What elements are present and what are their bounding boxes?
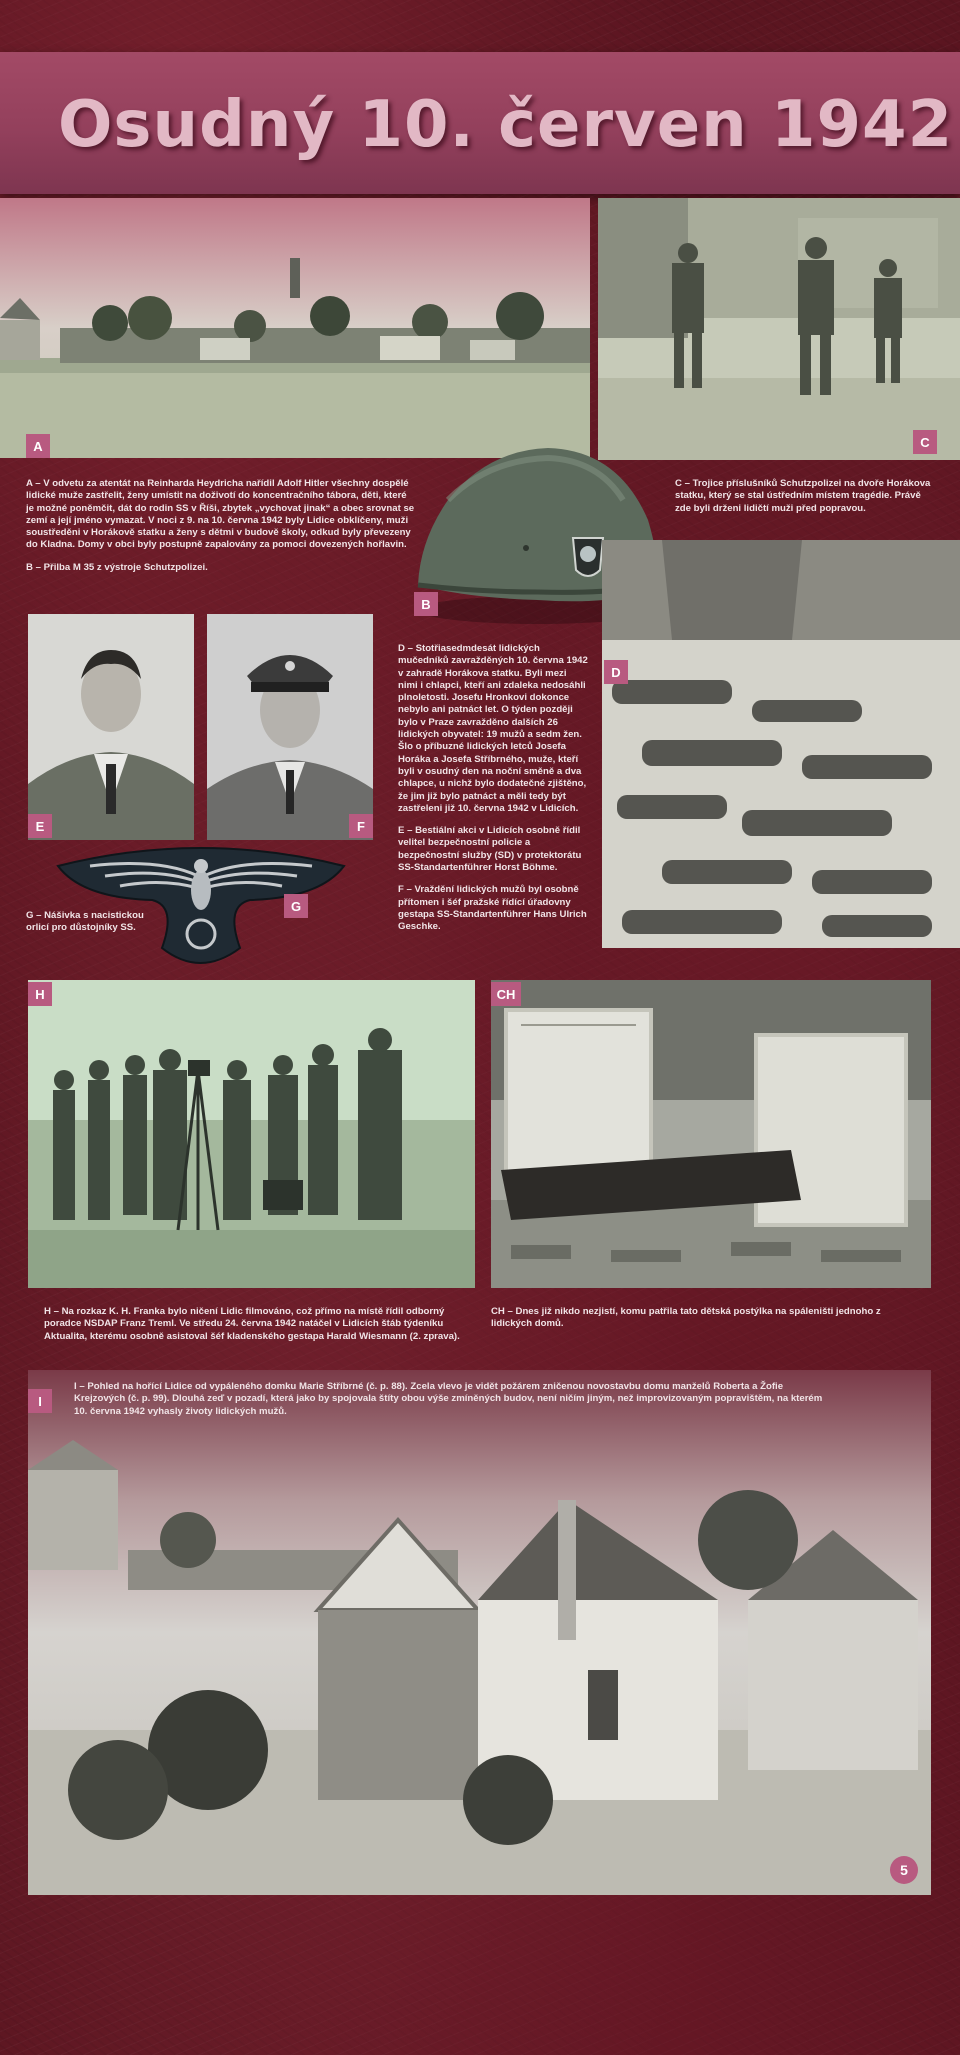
label-f: F bbox=[349, 814, 373, 838]
photo-a-village bbox=[0, 198, 590, 458]
caption-block-a-b bbox=[26, 478, 416, 584]
caption-g: G – Nášivka s nacistickou orlicí pro důstojníky SS. bbox=[26, 910, 144, 934]
caption-block-d-e-f bbox=[398, 643, 588, 944]
label-a: A bbox=[26, 434, 50, 458]
caption-a: A – V odvetu za atentát na Reinharda Heydricha nařídil Adolf Hitler všechny dospělé lidické muže zastřelit, ženy umístit na doživotí do koncentračního tábora, děti, které je možné poněmčit, dát do rodin SS v Říši, zbytek „vychovat jinak“ a obec srovnat se zemí a její jméno vymazat. V noci z 9. na 10. června 1942 byly Lidice obklíčeny, muži soustředěni v Horákově statku a ženy s dětmi v budově školy, odkud byly převezeny do Kladna. Domy v obci byly postupně zapalovány za pomoci dovezených hořlavin. bbox=[26, 478, 415, 551]
label-b: B bbox=[414, 592, 438, 616]
caption-b: B – Přilba M 35 z výstroje Schutzpolizei. bbox=[26, 561, 208, 573]
caption-ch: CH – Dnes již nikdo nezjistí, komu patřila tato dětská postýlka na spáleništi jednoho z lidických domů. bbox=[491, 1306, 881, 1330]
label-ch: CH bbox=[491, 982, 521, 1006]
page-title: Osudný 10. červen 1942 bbox=[58, 88, 954, 162]
label-e: E bbox=[28, 814, 52, 838]
caption-h: H – Na rozkaz K. H. Franka bylo ničení Lidic filmováno, což přímo na místě řídil odborný poradce NSDAP Franz Treml. Ve středu 24. června 1942 natáčel v Lidicích štáb týdeníku Aktualita, kterému osobně asistoval šéf kladenského gestapa Harald Wiesmann (2. zprava). bbox=[44, 1306, 460, 1342]
photo-d-victims bbox=[602, 540, 960, 948]
caption-e: E – Bestiální akci v Lidicích osobně řídil velitel bezpečnostní policie a bezpečnostní služby (SD) v protektorátu SS-Standartenführer Horst Böhme. bbox=[398, 825, 582, 874]
patch-g-eagle bbox=[50, 828, 352, 978]
photo-i-burning-lidice bbox=[28, 1370, 931, 1895]
label-h: H bbox=[28, 982, 52, 1006]
photo-h-film-crew bbox=[28, 980, 475, 1288]
caption-f: F – Vraždění lidických mužů byl osobně přítomen i šéf pražské řídící úřadovny gestapa SS-Standartenführer Hans Ulrich Geschke. bbox=[398, 884, 587, 933]
label-d: D bbox=[604, 660, 628, 684]
photo-f-portrait-geschke bbox=[207, 614, 373, 840]
label-i: I bbox=[28, 1389, 52, 1413]
photo-e-portrait-bohme bbox=[28, 614, 194, 840]
photo-ch-crib bbox=[491, 980, 931, 1288]
label-g: G bbox=[284, 894, 308, 918]
caption-d: D – Stotřiasedmdesát lidických mučedníků zavražděných 10. června 1942 v zahradě Horákova statku. Byli mezi nimi i chlapci, kteří ani zdaleka nedosáhli plnoletosti. Josefu Hronkovi dokonce nebylo ani patnáct let. O týden později bylo v Praze zavražděno dalších 26 lidických obyvatel: 19 mužů a sedm žen. Šlo o příbuzné lidických letců Josefa Horáka a Josefa Stříbrného, muže, kteří byli v osudný den na noční směně a dva chlapce, u nichž bylo dodatečné zjištěno, že jim již bylo patnáct a měli tedy být zastřeleni již 10. června 1942 v Lidicích. bbox=[398, 643, 588, 814]
caption-c: C – Trojice příslušníků Schutzpolizei na dvoře Horákova statku, který se stal ústředním místem tragédie. Právě zde byli drženi lidičtí muži před popravou. bbox=[675, 478, 931, 514]
page-number: 5 bbox=[890, 1856, 918, 1884]
caption-i: I – Pohled na hořící Lidice od vypáleného domku Marie Stříbrné (č. p. 88). Zcela vlevo je vidět požárem zničenou novostavbu domu manželů Roberta a Žofie Krejzových (č. p. 99). Dlouhá zeď v pozadí, která jako by spojovala štíty obou výše zmíněných budov, není ničím jiným, než improvizovaným popravištěm, na kterém 10. června 1942 vyhasly životy lidických mužů. bbox=[74, 1381, 823, 1417]
label-c: C bbox=[913, 430, 937, 454]
